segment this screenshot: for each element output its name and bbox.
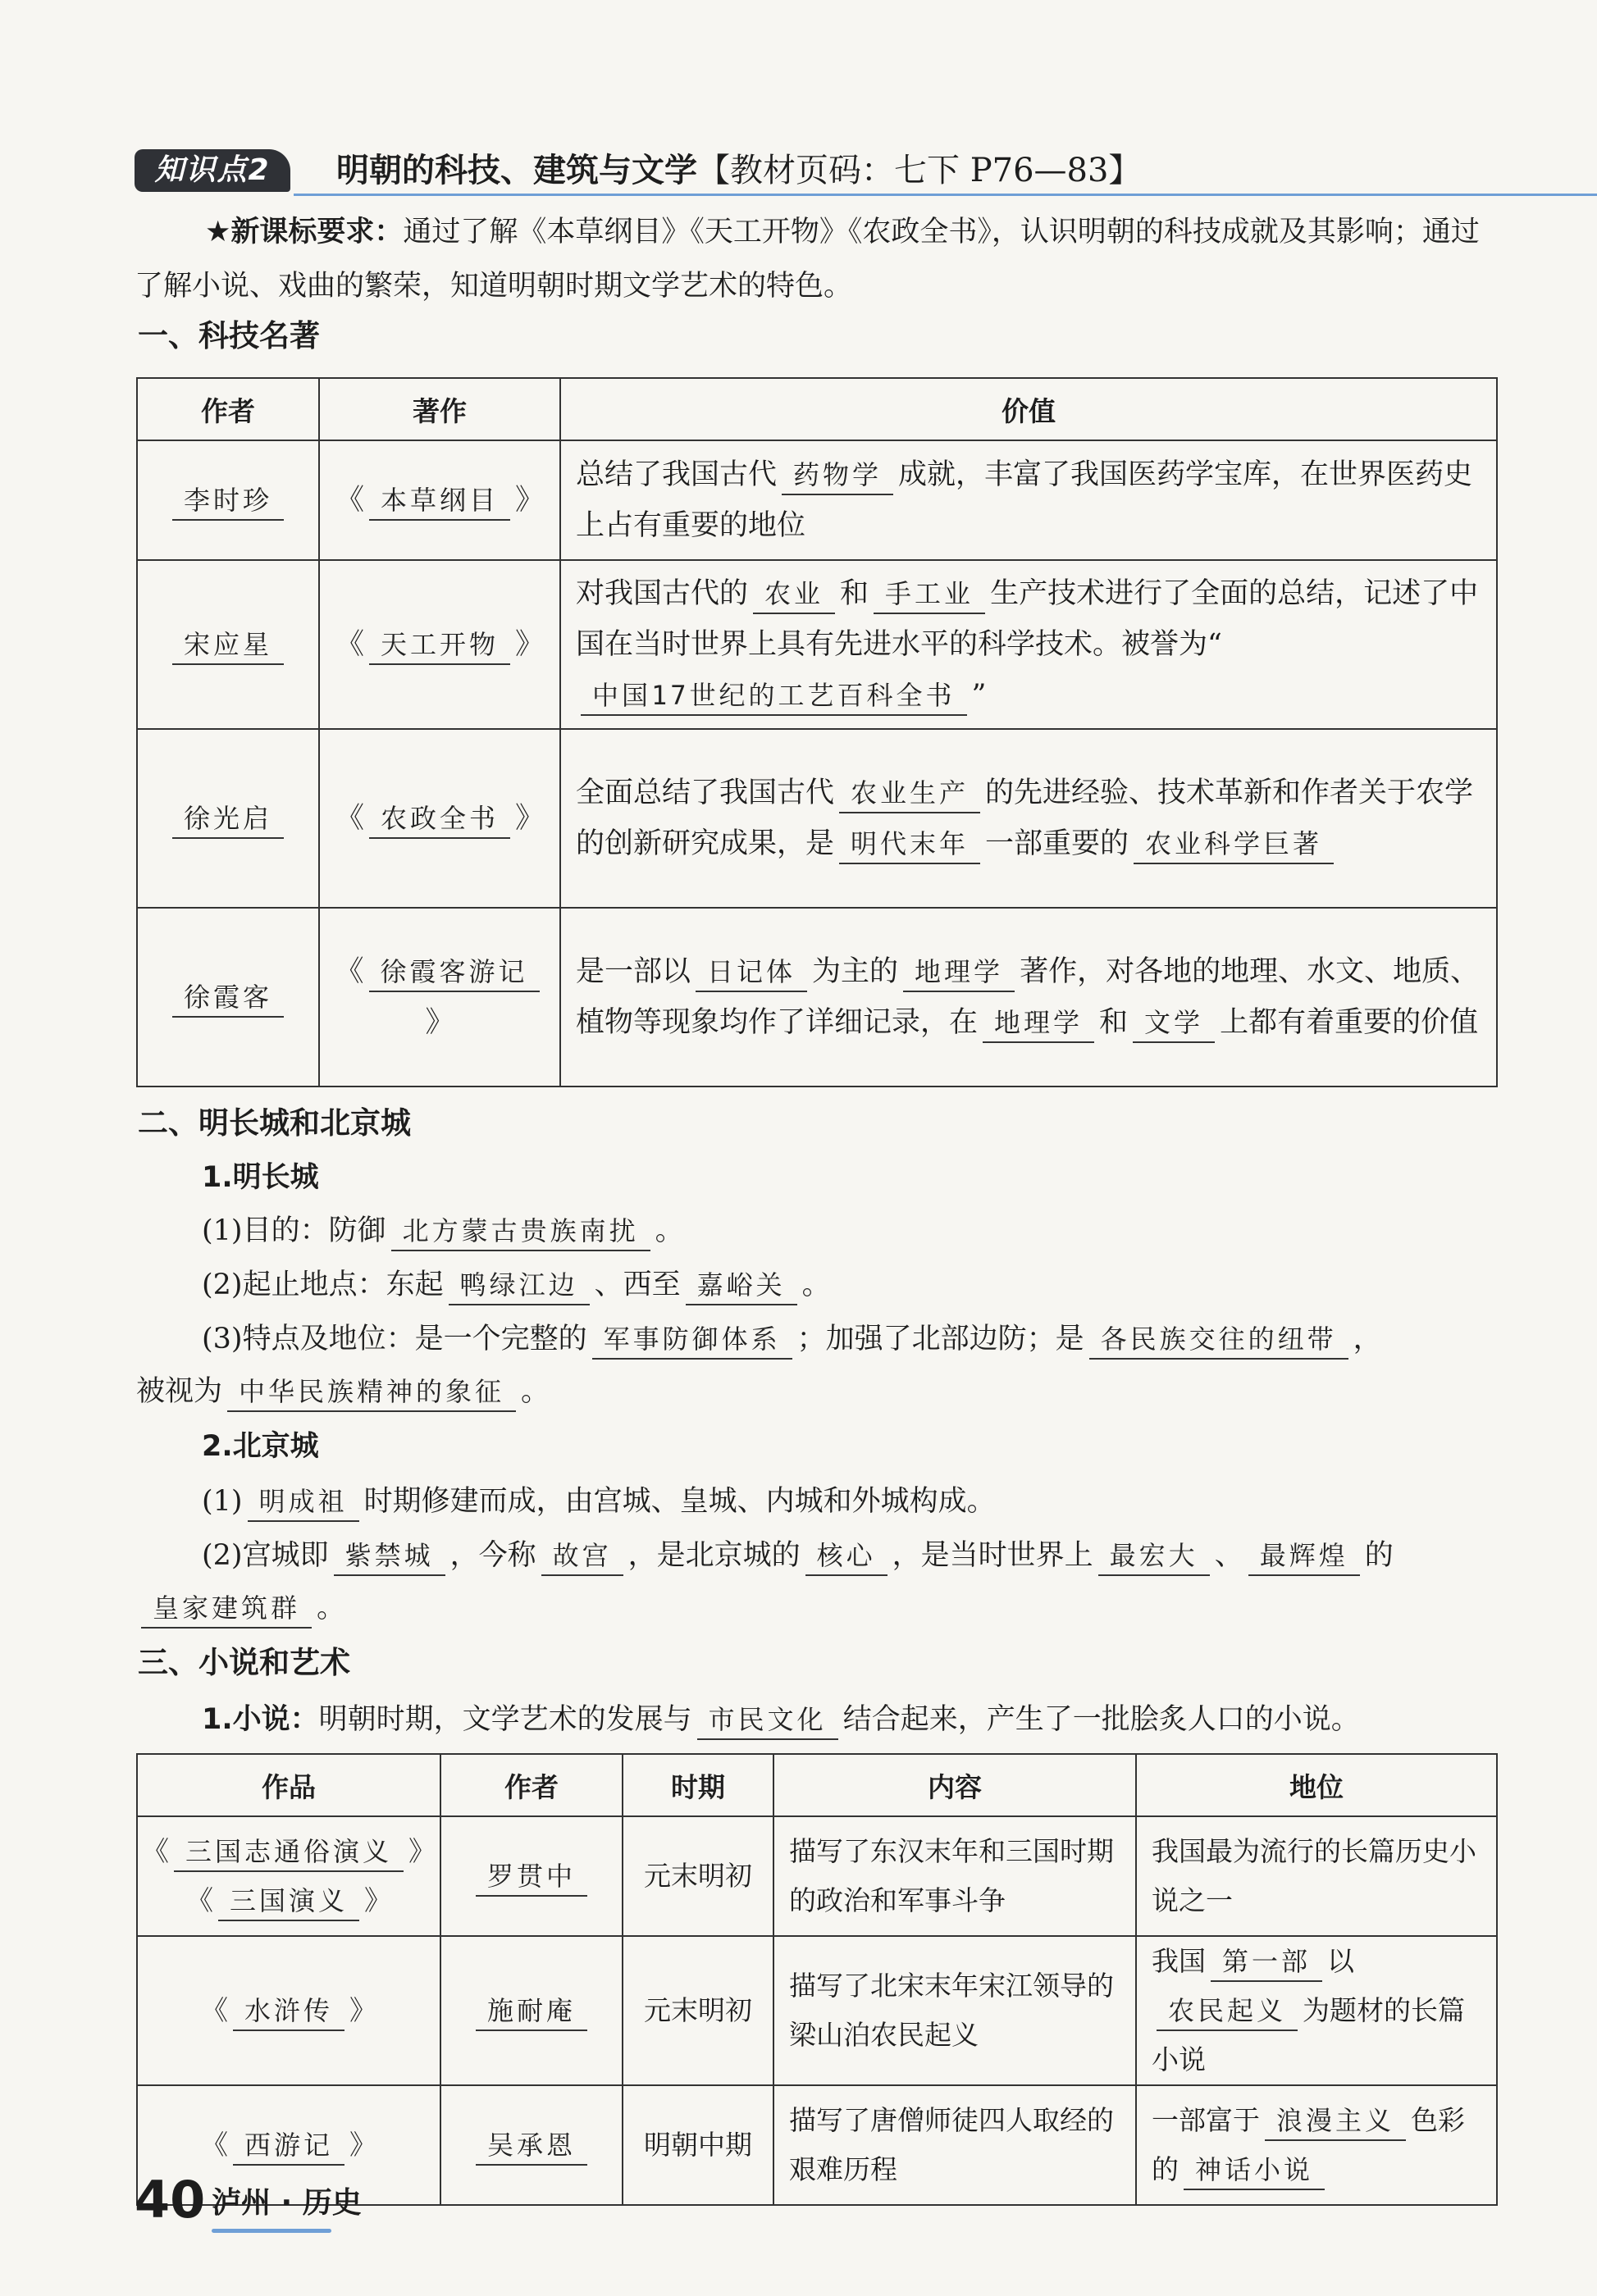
period-cell: 明朝中期 — [623, 2085, 773, 2205]
col-header-period: 时期 — [623, 1754, 773, 1816]
col-header-content: 内容 — [773, 1754, 1136, 1816]
content-cell: 描写了北宋末年宋江领导的梁山泊农民起义 — [773, 1936, 1136, 2085]
wall-purpose: (1)目的：防御 北方蒙古贵族南扰 。 — [202, 1205, 684, 1256]
work-cell: 《 三国志通俗演义 》《 三国演义 》 — [137, 1816, 440, 1936]
wall-features: (3)特点及地位：是一个完整的 军事防御体系 ；加强了北部边防；是 各民族交往的纽带 ， — [202, 1314, 1382, 1364]
author-cell: 徐光启 — [137, 729, 319, 908]
col-header-author: 作者 — [137, 378, 319, 440]
knowledge-point-tag: 知识点2 — [135, 149, 290, 192]
page-number: 40 — [135, 2170, 206, 2230]
table-row — [137, 908, 1497, 1086]
author-cell: 吴承恩 — [440, 2085, 623, 2205]
textbook-page-ref: 【教材页码：七下 P76—83】 — [697, 152, 1142, 189]
footer-label: 泸州 · 历史 — [212, 2186, 362, 2220]
period-cell: 元末明初 — [623, 1816, 773, 1936]
table-header-row — [137, 378, 1497, 440]
work-cell: 《 本草纲目 》 — [319, 440, 560, 560]
table-header-row — [137, 1754, 1497, 1816]
content-cell: 描写了东汉末年和三国时期的政治和军事斗争 — [773, 1816, 1136, 1936]
col-header-author: 作者 — [440, 1754, 623, 1816]
work-cell: 《 西游记 》 — [137, 2085, 440, 2205]
section-title-tech: 一、科技名著 — [138, 318, 320, 353]
value-cell: 对我国古代的 农业 和 手工业 生产技术进行了全面的总结，记述了中国在当时世界上具有先进水平的科学技术。被誉为“中国17世纪的工艺百科全书 ” — [560, 560, 1497, 729]
value-cell: 总结了我国古代 药物学 成就，丰富了我国医药学宝库，在世界医药史上占有重要的地位 — [560, 440, 1497, 560]
section-title-novels: 三、小说和艺术 — [138, 1645, 350, 1680]
author-cell: 宋应星 — [137, 560, 319, 729]
table-row — [137, 560, 1497, 729]
col-header-status: 地位 — [1136, 1754, 1497, 1816]
novels-table — [136, 1753, 1498, 2206]
knowledge-point-title: 明朝的科技、建筑与文学【教材页码：七下 P76—83】 — [336, 152, 1142, 189]
col-header-work: 著作 — [319, 378, 560, 440]
work-cell: 《 农政全书 》 — [319, 729, 560, 908]
status-cell: 一部富于 浪漫主义 色彩的 神话小说 — [1136, 2085, 1497, 2205]
author-cell: 李时珍 — [137, 440, 319, 560]
value-cell: 是一部以 日记体 为主的 地理学 著作，对各地的地理、水文、地质、植物等现象均作了详细记录，在 地理学 和 文学 上都有着重要的价值 — [560, 908, 1497, 1086]
status-cell: 我国最为流行的长篇历史小说之一 — [1136, 1816, 1497, 1936]
col-header-work: 作品 — [137, 1754, 440, 1816]
subsection-title-city: 2.北京城 — [202, 1430, 319, 1463]
wall-symbol: 被视为 中华民族精神的象征 。 — [136, 1366, 550, 1417]
work-cell: 《 徐霞客游记》 — [319, 908, 560, 1086]
wall-endpoints: (2)起止地点：东起 鸭绿江边 、西至 嘉峪关 。 — [202, 1260, 831, 1310]
author-cell: 施耐庵 — [440, 1936, 623, 2085]
author-cell: 徐霞客 — [137, 908, 319, 1086]
novels-intro: 1.小说：明朝时期，文学艺术的发展与 市民文化 结合起来，产生了一批脍炙人口的小说。 — [202, 1694, 1360, 1745]
tech-works-table — [136, 377, 1498, 1087]
work-cell: 《 水浒传 》 — [137, 1936, 440, 2085]
city-palace: (2)宫城即 紫禁城 ，今称 故宫 ，是北京城的 核心 ，是当时世界上 最宏大 、 最辉煌 的 — [202, 1530, 1394, 1581]
status-cell: 我国 第一部 以农民起义 为题材的长篇小说 — [1136, 1936, 1497, 2085]
table-row — [137, 729, 1497, 908]
footer-accent-bar — [212, 2229, 331, 2233]
author-cell: 罗贯中 — [440, 1816, 623, 1936]
col-header-value: 价值 — [560, 378, 1497, 440]
value-cell: 全面总结了我国古代 农业生产 的先进经验、技术革新和作者关于农学的创新研究成果，是 明代末年 一部重要的 农业科学巨著 — [560, 729, 1497, 908]
subsection-title-wall: 1.明长城 — [202, 1161, 319, 1194]
knowledge-point-header — [135, 144, 1496, 195]
city-builder: (1) 明成祖 时期修建而成，由宫城、皇城、内城和外城构成。 — [202, 1476, 996, 1527]
table-row — [137, 440, 1497, 560]
curriculum-requirement: ★新课标要求：通过了解《本草纲目》《天工开物》《农政全书》，认识明朝的科技成就及其影响；通过了解小说、戏曲的繁荣，知道明朝时期文学艺术的特色。 — [135, 216, 1480, 303]
table-row — [137, 1816, 1497, 1936]
work-cell: 《 天工开物 》 — [319, 560, 560, 729]
table-row — [137, 1936, 1497, 2085]
section-title-wall-city: 二、明长城和北京城 — [138, 1105, 411, 1141]
header-underline — [294, 194, 1597, 196]
period-cell: 元末明初 — [623, 1936, 773, 2085]
city-palace-cont: 皇家建筑群 。 — [136, 1583, 345, 1633]
content-cell: 描写了唐僧师徒四人取经的艰难历程 — [773, 2085, 1136, 2205]
